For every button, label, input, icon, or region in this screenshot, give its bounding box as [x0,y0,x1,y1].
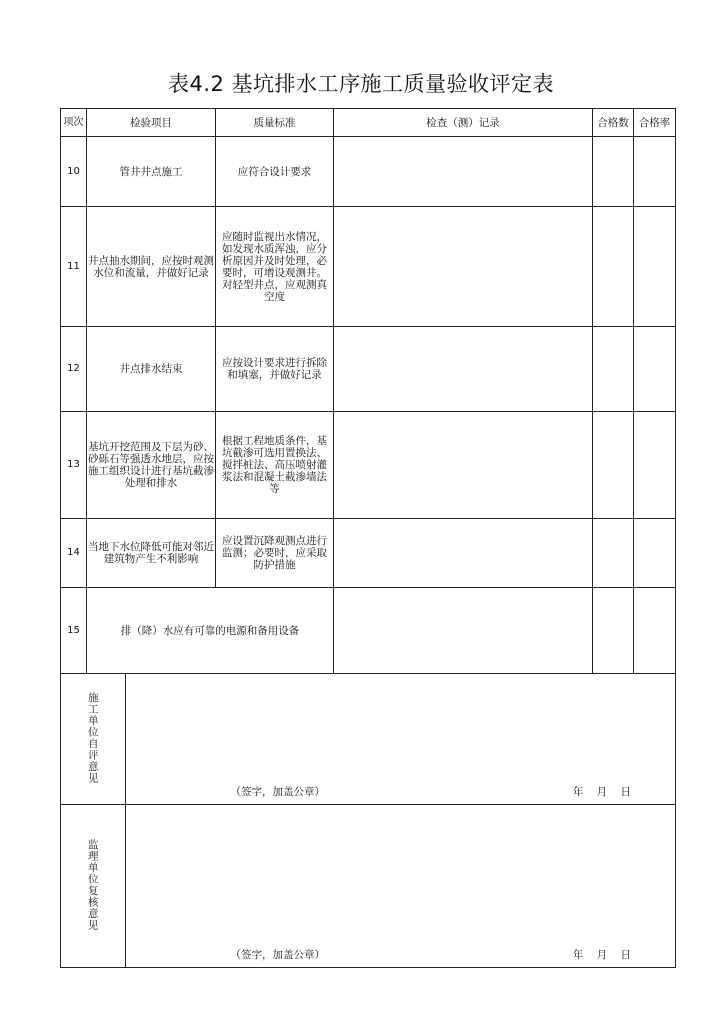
supervisor-opinion-area[interactable] [125,805,675,967]
row-seq: 12 [61,327,87,412]
contractor-signature-note: （签字，加盖公章） [230,786,325,798]
row-pass-count[interactable] [593,327,634,412]
row-seq: 10 [61,137,87,207]
row-standard: 应设置沉降观测点进行监测；必要时，应采取防护措施 [216,519,334,588]
row-pass-count[interactable] [593,588,634,674]
row-pass-count[interactable] [593,412,634,519]
table-header-row [61,109,676,137]
row-pass-rate[interactable] [634,588,676,674]
row-standard: 应符合设计要求 [216,137,334,207]
row-item: 管井井点施工 [87,137,216,207]
row-pass-rate[interactable] [634,327,676,412]
row-item: 排（降）水应有可靠的电源和备用设备 [87,588,334,674]
row-item: 井点抽水期间，应按时观测水位和流量，并做好记录 [87,207,216,327]
table-row [61,207,676,327]
row-standard: 根据工程地质条件，基坑截渗可选用置换法、搅拌桩法、高压喷射灌浆法和混凝土截渗墙法等 [216,412,334,519]
row-record[interactable] [334,519,593,588]
row-pass-count[interactable] [593,207,634,327]
supervisor-signoff-row [61,805,676,968]
table-row [61,519,676,588]
row-item: 基坑开挖范围及下层为砂、砂砾石等强透水地层，应按施工组织设计进行基坑截渗处理和排水 [87,412,216,519]
table-row [61,327,676,412]
row-pass-rate[interactable] [634,207,676,327]
table-row [61,137,676,207]
inspection-table [60,108,676,968]
row-seq: 11 [61,207,87,327]
row-item: 当地下水位降低可能对邻近建筑物产生不利影响 [87,519,216,588]
table-row [61,412,676,519]
contractor-signoff-row [61,674,676,805]
header-item: 检验项目 [87,109,216,137]
contractor-opinion-area[interactable] [125,674,675,804]
row-pass-rate[interactable] [634,137,676,207]
contractor-date: 年 月 日 [572,786,631,798]
row-record[interactable] [334,412,593,519]
page-title: 表4.2 基坑排水工序施工质量验收评定表 [167,72,555,96]
header-standard: 质量标准 [216,109,334,137]
supervisor-opinion-label: 监理单位复核意见 [86,838,99,931]
row-pass-count[interactable] [593,519,634,588]
table-row [61,588,676,674]
header-seq: 项次 [61,109,87,137]
row-seq: 15 [61,588,87,674]
contractor-opinion-label: 施工单位自评意见 [86,691,99,784]
row-pass-rate[interactable] [634,412,676,519]
row-pass-rate[interactable] [634,519,676,588]
row-record[interactable] [334,588,593,674]
row-record[interactable] [334,207,593,327]
row-seq: 13 [61,412,87,519]
header-pass-rate: 合格率 [634,109,676,137]
supervisor-signature-note: （签字，加盖公章） [230,949,325,961]
row-record[interactable] [334,327,593,412]
header-pass-count: 合格数 [593,109,634,137]
header-record: 检查（测）记录 [334,109,593,137]
row-record[interactable] [334,137,593,207]
row-seq: 14 [61,519,87,588]
supervisor-date: 年 月 日 [572,949,631,961]
row-item: 井点排水结束 [87,327,216,412]
row-standard: 应按设计要求进行拆除和填塞，并做好记录 [216,327,334,412]
row-pass-count[interactable] [593,137,634,207]
row-standard: 应随时监视出水情况，如发现水质浑浊，应分析原因并及时处理，必要时，可增设观测井。对轻型井点，应观测真空度 [216,207,334,327]
